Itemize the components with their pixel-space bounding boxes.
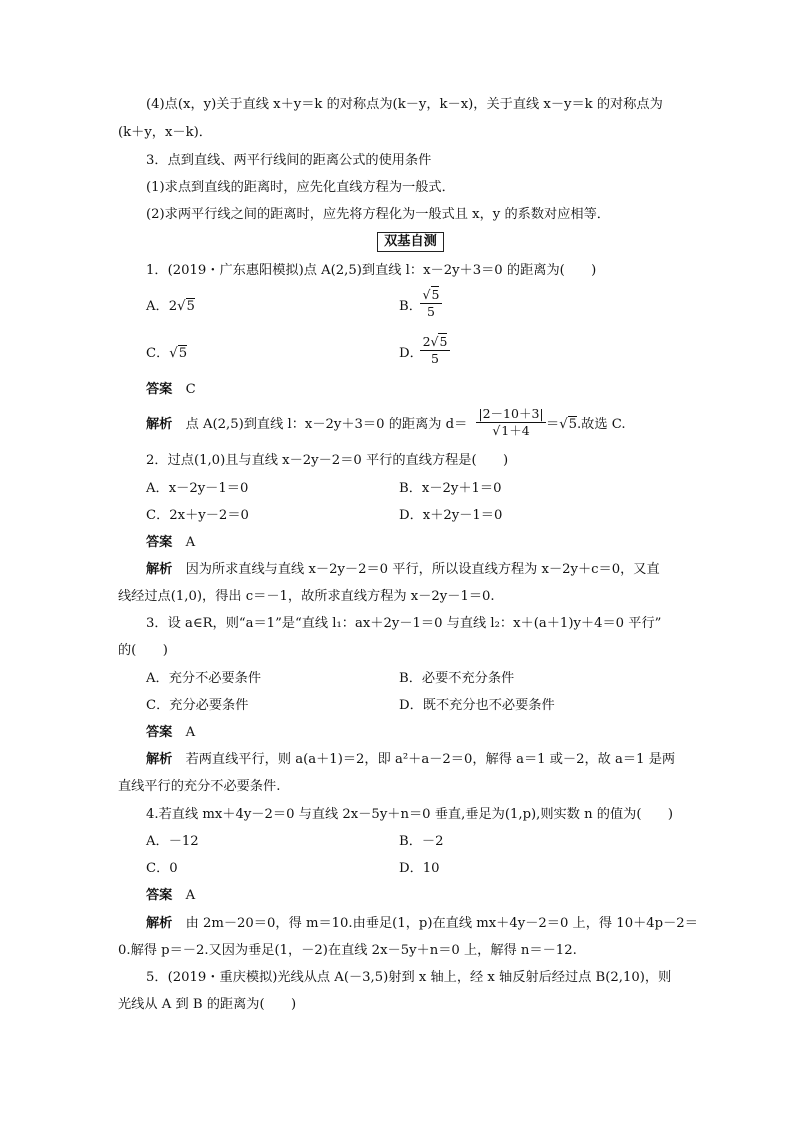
- option-a: A．充分不必要条件: [146, 671, 262, 686]
- answer-line: [146, 534, 195, 552]
- answer-value: C: [185, 382, 196, 397]
- option-label: C．: [146, 346, 170, 361]
- option-d: D．x＋2y－1＝0: [399, 508, 503, 523]
- fraction-denominator: 5: [431, 351, 439, 366]
- text-line: (4)点(x，y)关于直线 x＋y＝k 的对称点为(k－y，k－x)，关于直线 x－y＝k 的对称点为: [146, 97, 663, 112]
- option-b: B．必要不充分条件: [399, 671, 515, 686]
- option-c: [146, 345, 187, 363]
- text-line: (1)求点到直线的距离时，应先化直线方程为一般式．: [146, 180, 455, 195]
- section-title-box: 双基自测: [377, 232, 444, 252]
- answer-label: 答案: [146, 888, 173, 903]
- option-b: B．－2: [399, 834, 444, 849]
- fraction-denominator: √1＋4: [492, 423, 530, 438]
- sqrt-expression: √5: [177, 299, 195, 314]
- analysis-label: 解析: [146, 752, 173, 767]
- analysis-result: ＝√5.故选 C.: [546, 417, 626, 432]
- analysis-line: 0.解得 p＝－2.又因为垂足(1，－2)在直线 2x－5y＋n＝0 上，解得 n＝－12.: [118, 943, 577, 958]
- option-c: C．2x＋y－2＝0: [146, 508, 249, 523]
- fraction-numerator: √5: [420, 287, 442, 304]
- fraction-denominator: 5: [427, 304, 435, 319]
- option-b-fraction: [420, 287, 442, 320]
- option-c: C．充分必要条件: [146, 698, 249, 713]
- analysis-label: 解析: [146, 916, 173, 931]
- answer-line: [146, 381, 196, 399]
- option-a: A．x－2y－1＝0: [146, 481, 249, 496]
- option-b-label: B．: [399, 299, 422, 314]
- question-stem: 2．过点(1,0)且与直线 x－2y－2＝0 平行的直线方程是( ): [146, 453, 509, 468]
- question-stem: 4.若直线 mx＋4y－2＝0 与直线 2x－5y＋n＝0 垂直,垂足为(1,p),则实数 n 的值为( ): [146, 807, 674, 822]
- question-stem: 3．设 a∈R，则“a＝1”是“直线 l₁：ax＋2y－1＝0 与直线 l₂：x＋(a＋1)y＋4＝0 平行”: [146, 616, 662, 631]
- answer-line: [146, 724, 195, 742]
- analysis-label: 解析: [146, 417, 173, 432]
- analysis-line: 解析 由 2m－20＝0，得 m＝10.由垂足(1，p)在直线 mx＋4y－2＝0 上，得 10＋4p－2＝: [146, 916, 698, 931]
- option-c: C．0: [146, 861, 178, 876]
- distance-fraction: [476, 406, 546, 439]
- sqrt-expression: √5: [169, 346, 188, 361]
- question-stem: 的( ): [118, 643, 168, 658]
- option-label: A．2: [146, 299, 178, 314]
- answer-line: [146, 887, 195, 905]
- analysis-line: 线经过点(1,0)，得出 c＝－1，故所求直线方程为 x－2y－1＝0.: [118, 589, 495, 604]
- answer-value: A: [185, 725, 196, 740]
- text-line: (2)求两平行线之间的距离时，应先将方程化为一般式且 x，y 的系数对应相等．: [146, 207, 610, 222]
- question-stem: 1．(2019・广东惠阳模拟)点 A(2,5)到直线 l：x－2y＋3＝0 的距离为( ): [146, 263, 597, 278]
- analysis-line: 解析 若两直线平行，则 a(a＋1)＝2，即 a²＋a－2＝0，解得 a＝1 或－2，故 a＝1 是两: [146, 752, 676, 767]
- answer-value: A: [185, 535, 196, 550]
- answer-label: 答案: [146, 382, 173, 397]
- analysis-line: 解析 点 A(2,5)到直线 l：x－2y＋3＝0 的距离为 d＝: [146, 417, 468, 432]
- analysis-line: 解析 因为所求直线与直线 x－2y－2＝0 平行，所以设直线方程为 x－2y＋c＝0，又直: [146, 562, 660, 577]
- question-stem: 光线从 A 到 B 的距离为( ): [118, 997, 297, 1012]
- text-line: (k＋y，x－k)．: [118, 125, 212, 140]
- option-d-label: D．: [399, 346, 423, 361]
- option-a: [146, 298, 195, 316]
- fraction-numerator: 2√5: [420, 334, 450, 351]
- option-d-fraction: [420, 334, 450, 367]
- analysis-label: 解析: [146, 562, 173, 577]
- fraction-numerator: |2－10＋3|: [476, 406, 546, 423]
- option-a: A．－12: [146, 834, 199, 849]
- section-heading: 3．点到直线、两平行线间的距离公式的使用条件: [146, 153, 432, 168]
- question-stem: 5．(2019・重庆模拟)光线从点 A(－3,5)射到 x 轴上，经 x 轴反射后经过点 B(2,10)，则: [146, 970, 672, 985]
- option-d: D．10: [399, 861, 440, 876]
- option-b: B．x－2y＋1＝0: [399, 481, 502, 496]
- analysis-line: 直线平行的充分不必要条件.: [118, 779, 281, 794]
- answer-value: A: [185, 888, 196, 903]
- answer-label: 答案: [146, 725, 173, 740]
- option-d: D．既不充分也不必要条件: [399, 698, 555, 713]
- answer-label: 答案: [146, 535, 173, 550]
